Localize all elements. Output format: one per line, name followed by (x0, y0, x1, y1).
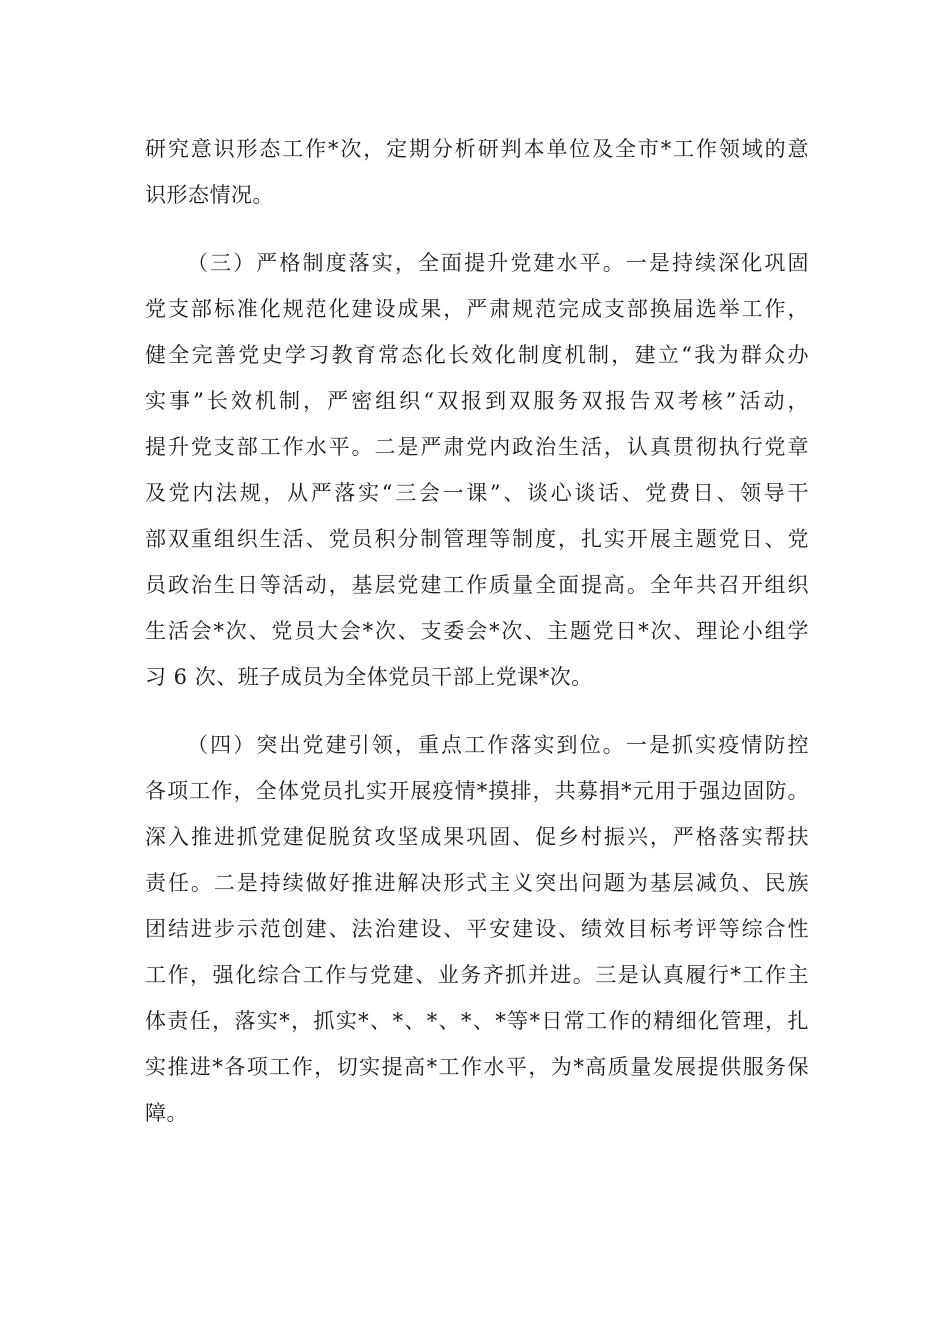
text-line: （三）严格制度落实，全面提升党建水平。一是持续深化巩固 (187, 251, 809, 275)
text-line: 及党内法规，从严落实“三会一课”、谈心谈话、党费日、领导干 (145, 481, 809, 505)
text-line: 障。 (145, 1101, 188, 1125)
text-line: 习 6 次、班子成员为全体党员干部上党课*次。 (145, 665, 593, 689)
text-line: 生活会*次、党员大会*次、支委会*次、主题党日*次、理论小组学 (145, 619, 809, 643)
paragraph (145, 126, 809, 218)
text-line: 研究意识形态工作*次，定期分析研判本单位及全市*工作领域的意 (145, 137, 809, 161)
text-line: 团结进步示范创建、法治建设、平安建设、绩效目标考评等综合性 (145, 917, 809, 941)
text-line: 识形态情况。 (145, 183, 274, 207)
text-line: 部双重组织生活、党员积分制管理等制度，扎实开展主题党日、党 (145, 527, 809, 551)
text-line: 体责任，落实*，抓实*、*、*、*、*等*日常工作的精细化管理，扎 (145, 1009, 809, 1033)
document-page (145, 126, 809, 1136)
text-line: 实事”长效机制，严密组织“双报到双服务双报告双考核”活动， (145, 389, 809, 413)
text-line: 各项工作，全体党员扎实开展疫情*摸排，共募捐*元用于强边固防。 (145, 779, 809, 803)
text-line: 员政治生日等活动，基层党建工作质量全面提高。全年共召开组织 (145, 573, 809, 597)
paragraph (145, 722, 809, 1136)
text-line: 健全完善党史学习教育常态化长效化制度机制，建立“我为群众办 (145, 343, 809, 367)
text-line: 深入推进抓党建促脱贫攻坚成果巩固、促乡村振兴，严格落实帮扶 (145, 825, 809, 849)
text-line: 党支部标准化规范化建设成果，严肃规范完成支部换届选举工作， (145, 297, 809, 321)
text-line: （四）突出党建引领，重点工作落实到位。一是抓实疫情防控 (187, 733, 809, 757)
text-line: 提升党支部工作水平。二是严肃党内政治生活，认真贯彻执行党章 (145, 435, 809, 459)
text-line: 责任。二是持续做好推进解决形式主义突出问题为基层减负、民族 (145, 871, 809, 895)
text-line: 实推进*各项工作，切实提高*工作水平，为*高质量发展提供服务保 (145, 1055, 809, 1079)
paragraph (145, 240, 809, 700)
text-line: 工作，强化综合工作与党建、业务齐抓并进。三是认真履行*工作主 (145, 963, 809, 987)
